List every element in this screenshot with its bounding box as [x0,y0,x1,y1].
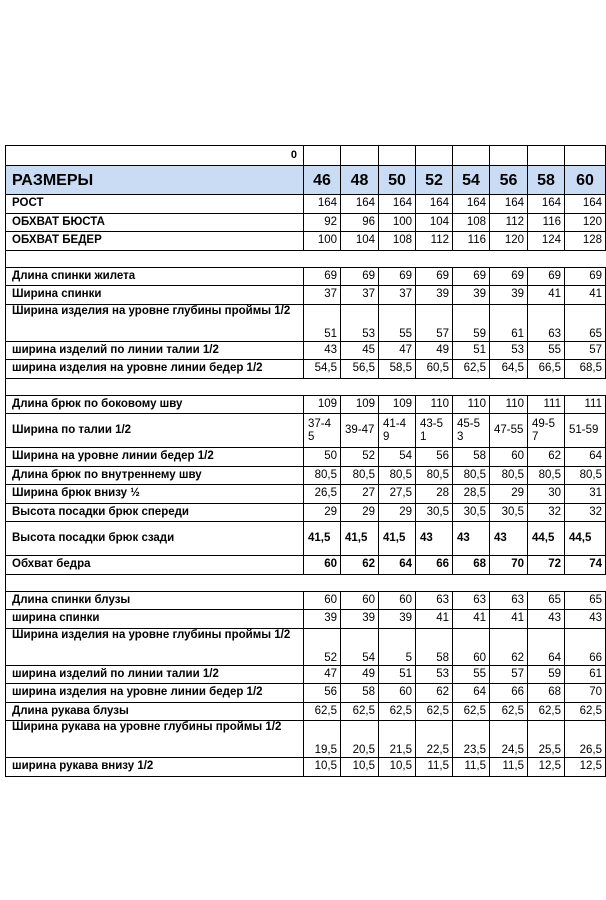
row-label: ширина изделий по линии талии 1/2 [6,341,304,360]
value-cell: 111 [528,395,565,414]
value-cell: 24,5 [490,721,528,758]
value-cell: 21,5 [379,721,416,758]
row-label: ширина спинки [6,610,304,629]
value-cell: 26,5 [304,485,341,504]
value-cell: 27 [341,485,379,504]
value-cell: 62,5 [453,360,490,379]
value-cell: 110 [490,395,528,414]
value-cell: 62 [490,628,528,665]
row-label: ширина изделия на уровне линии бедер 1/2 [6,684,304,703]
value-cell: 53 [416,665,453,684]
value-cell: 63 [453,591,490,610]
value-cell: 164 [304,195,341,214]
value-cell: 110 [453,395,490,414]
value-cell: 164 [565,195,606,214]
table-row [6,286,606,305]
table-row [6,591,606,610]
header-label: РАЗМЕРЫ [6,166,304,195]
value-cell: 19,5 [304,721,341,758]
value-cell: 80,5 [528,466,565,485]
row-label: Ширина изделия на уровне глубины проймы 1/2 [6,628,304,665]
value-cell: 62,5 [341,702,379,721]
row-label: Высота посадки брюк сзади [6,522,304,556]
size-header-cell: 50 [379,166,416,195]
table-row [6,232,606,251]
empty-cell [416,250,453,267]
value-cell: 69 [304,267,341,286]
value-cell: 30,5 [416,503,453,522]
value-cell: 60 [490,448,528,467]
spacer-row [6,378,606,395]
value-cell: 66 [416,556,453,575]
value-cell: 20,5 [341,721,379,758]
value-cell: 120 [490,232,528,251]
value-cell: 110 [416,395,453,414]
value-cell: 58,5 [379,360,416,379]
row-label: РОСТ [6,195,304,214]
value-cell: 116 [453,232,490,251]
empty-cell [565,574,606,591]
empty-cell [490,378,528,395]
value-cell: 43 [453,522,490,556]
table-row [6,485,606,504]
value-cell: 37 [379,286,416,305]
value-cell: 62,5 [490,702,528,721]
empty-cell [379,146,416,166]
value-cell: 43 [528,610,565,629]
value-cell: 104 [416,213,453,232]
value-cell: 43 [565,610,606,629]
value-cell: 43-51 [416,414,453,448]
row-label: ширина изделия на уровне линии бедер 1/2 [6,360,304,379]
value-cell: 22,5 [416,721,453,758]
value-cell: 28,5 [453,485,490,504]
value-cell: 12,5 [565,758,606,777]
empty-cell [341,378,379,395]
value-cell: 56,5 [341,360,379,379]
value-cell: 65 [565,591,606,610]
value-cell: 69 [528,267,565,286]
value-cell: 51 [453,341,490,360]
size-header-cell: 54 [453,166,490,195]
empty-cell [490,250,528,267]
value-cell: 66,5 [528,360,565,379]
value-cell: 111 [565,395,606,414]
value-cell: 59 [453,304,490,341]
empty-cell [6,574,304,591]
table-row [6,448,606,467]
value-cell: 30,5 [453,503,490,522]
value-cell: 54,5 [304,360,341,379]
value-cell: 164 [341,195,379,214]
table-row [6,702,606,721]
size-header-cell: 52 [416,166,453,195]
size-header-cell: 48 [341,166,379,195]
empty-cell [528,146,565,166]
table-row [6,395,606,414]
value-cell: 41 [453,610,490,629]
value-cell: 50 [304,448,341,467]
empty-cell [416,378,453,395]
empty-cell [490,574,528,591]
table-row [6,556,606,575]
table-row [6,665,606,684]
value-cell: 39 [453,286,490,305]
value-cell: 62,5 [528,702,565,721]
value-cell: 64,5 [490,360,528,379]
empty-cell [341,250,379,267]
value-cell: 120 [565,213,606,232]
value-cell: 53 [341,304,379,341]
spacer-row [6,250,606,267]
value-cell: 37 [304,286,341,305]
value-cell: 41,5 [379,522,416,556]
value-cell: 60 [379,684,416,703]
empty-cell [341,574,379,591]
value-cell: 32 [565,503,606,522]
table-row [6,610,606,629]
value-cell: 100 [379,213,416,232]
value-cell: 39 [304,610,341,629]
empty-cell [453,250,490,267]
value-cell: 52 [304,628,341,665]
value-cell: 39-47 [341,414,379,448]
value-cell: 12,5 [528,758,565,777]
value-cell: 39 [416,286,453,305]
value-cell: 60,5 [416,360,453,379]
value-cell: 51 [379,665,416,684]
value-cell: 69 [453,267,490,286]
value-cell: 124 [528,232,565,251]
value-cell: 11,5 [490,758,528,777]
value-cell: 72 [528,556,565,575]
empty-cell [565,250,606,267]
value-cell: 109 [379,395,416,414]
value-cell: 43 [490,522,528,556]
value-cell: 62 [416,684,453,703]
value-cell: 41 [565,286,606,305]
row-label: Ширина рукава на уровне глубины проймы 1/2 [6,721,304,758]
value-cell: 39 [341,610,379,629]
value-cell: 66 [490,684,528,703]
value-cell: 61 [490,304,528,341]
top-row [6,146,606,166]
value-cell: 63 [490,591,528,610]
row-label: Ширина брюк внизу ½ [6,485,304,504]
value-cell: 44,5 [528,522,565,556]
value-cell: 62,5 [379,702,416,721]
empty-cell [304,250,341,267]
value-cell: 54 [379,448,416,467]
value-cell: 70 [565,684,606,703]
value-cell: 80,5 [416,466,453,485]
value-cell: 29 [304,503,341,522]
value-cell: 31 [565,485,606,504]
row-label: Длина спинки жилета [6,267,304,286]
size-chart-table [5,145,606,777]
value-cell: 41-49 [379,414,416,448]
value-cell: 100 [304,232,341,251]
value-cell: 109 [341,395,379,414]
value-cell: 63 [528,304,565,341]
empty-cell [416,574,453,591]
value-cell: 51-59 [565,414,606,448]
value-cell: 49 [341,665,379,684]
value-cell: 80,5 [453,466,490,485]
value-cell: 41,5 [341,522,379,556]
row-label: Ширина изделия на уровне глубины проймы 1/2 [6,304,304,341]
row-label: Длина брюк по боковому шву [6,395,304,414]
value-cell: 32 [528,503,565,522]
value-cell: 92 [304,213,341,232]
value-cell: 10,5 [304,758,341,777]
row-label: ширина рукава внизу 1/2 [6,758,304,777]
row-label: Высота посадки брюк спереди [6,503,304,522]
value-cell: 62,5 [453,702,490,721]
value-cell: 45 [341,341,379,360]
value-cell: 41 [490,610,528,629]
value-cell: 10,5 [341,758,379,777]
value-cell: 104 [341,232,379,251]
value-cell: 55 [379,304,416,341]
value-cell: 61 [565,665,606,684]
top-cell: 0 [6,146,304,166]
value-cell: 64 [528,628,565,665]
table-row [6,360,606,379]
value-cell: 41 [528,286,565,305]
value-cell: 68 [528,684,565,703]
row-label: ширина изделий по линии талии 1/2 [6,665,304,684]
header-row [6,166,606,195]
spacer-row [6,574,606,591]
value-cell: 69 [379,267,416,286]
value-cell: 39 [379,610,416,629]
value-cell: 11,5 [416,758,453,777]
value-cell: 64 [565,448,606,467]
empty-cell [304,574,341,591]
value-cell: 108 [379,232,416,251]
value-cell: 80,5 [490,466,528,485]
value-cell: 65 [528,591,565,610]
value-cell: 28 [416,485,453,504]
value-cell: 74 [565,556,606,575]
value-cell: 49 [416,341,453,360]
value-cell: 29 [379,503,416,522]
empty-cell [453,574,490,591]
table-row [6,213,606,232]
value-cell: 164 [379,195,416,214]
value-cell: 47-55 [490,414,528,448]
table-row [6,304,606,341]
empty-cell [304,378,341,395]
empty-cell [490,146,528,166]
value-cell: 69 [416,267,453,286]
value-cell: 30,5 [490,503,528,522]
value-cell: 11,5 [453,758,490,777]
value-cell: 62,5 [416,702,453,721]
value-cell: 112 [416,232,453,251]
value-cell: 69 [490,267,528,286]
value-cell: 37-45 [304,414,341,448]
value-cell: 60 [341,591,379,610]
value-cell: 128 [565,232,606,251]
value-cell: 58 [341,684,379,703]
empty-cell [565,378,606,395]
value-cell: 25,5 [528,721,565,758]
value-cell: 5 [379,628,416,665]
value-cell: 60 [304,591,341,610]
value-cell: 164 [490,195,528,214]
value-cell: 55 [528,341,565,360]
value-cell: 96 [341,213,379,232]
table-row [6,195,606,214]
value-cell: 45-53 [453,414,490,448]
value-cell: 108 [453,213,490,232]
value-cell: 59 [528,665,565,684]
value-cell: 65 [565,304,606,341]
table-row [6,414,606,448]
value-cell: 57 [490,665,528,684]
value-cell: 58 [453,448,490,467]
row-label: Ширина на уровне линии бедер 1/2 [6,448,304,467]
value-cell: 57 [416,304,453,341]
value-cell: 29 [490,485,528,504]
value-cell: 47 [379,341,416,360]
value-cell: 39 [490,286,528,305]
empty-cell [528,250,565,267]
value-cell: 109 [304,395,341,414]
value-cell: 55 [453,665,490,684]
value-cell: 51 [304,304,341,341]
value-cell: 64 [453,684,490,703]
row-label: Обхват бедра [6,556,304,575]
value-cell: 30 [528,485,565,504]
value-cell: 62 [528,448,565,467]
table-row [6,758,606,777]
row-label: Длина брюк по внутреннему шву [6,466,304,485]
row-label: Ширина спинки [6,286,304,305]
empty-cell [416,146,453,166]
value-cell: 66 [565,628,606,665]
value-cell: 116 [528,213,565,232]
row-label: Длина рукава блузы [6,702,304,721]
value-cell: 43 [416,522,453,556]
value-cell: 62,5 [304,702,341,721]
row-label: Ширина по талии 1/2 [6,414,304,448]
table-row [6,466,606,485]
value-cell: 60 [453,628,490,665]
value-cell: 41,5 [304,522,341,556]
empty-cell [453,146,490,166]
value-cell: 56 [416,448,453,467]
value-cell: 60 [379,591,416,610]
size-header-cell: 46 [304,166,341,195]
value-cell: 63 [416,591,453,610]
value-cell: 29 [341,503,379,522]
value-cell: 80,5 [304,466,341,485]
size-header-cell: 56 [490,166,528,195]
value-cell: 70 [490,556,528,575]
empty-cell [453,378,490,395]
table-row [6,721,606,758]
value-cell: 68 [453,556,490,575]
value-cell: 60 [304,556,341,575]
value-cell: 69 [341,267,379,286]
table-row [6,341,606,360]
empty-cell [6,250,304,267]
value-cell: 69 [565,267,606,286]
value-cell: 44,5 [565,522,606,556]
value-cell: 62 [341,556,379,575]
table-row [6,628,606,665]
empty-cell [528,378,565,395]
empty-cell [6,378,304,395]
value-cell: 49-57 [528,414,565,448]
value-cell: 26,5 [565,721,606,758]
table-row [6,267,606,286]
value-cell: 37 [341,286,379,305]
row-label: ОБХВАТ БЮСТА [6,213,304,232]
empty-cell [528,574,565,591]
value-cell: 53 [490,341,528,360]
value-cell: 164 [453,195,490,214]
value-cell: 80,5 [565,466,606,485]
value-cell: 68,5 [565,360,606,379]
empty-cell [379,250,416,267]
value-cell: 80,5 [341,466,379,485]
value-cell: 58 [416,628,453,665]
size-header-cell: 60 [565,166,606,195]
empty-cell [379,378,416,395]
value-cell: 54 [341,628,379,665]
value-cell: 56 [304,684,341,703]
value-cell: 41 [416,610,453,629]
value-cell: 27,5 [379,485,416,504]
row-label: ОБХВАТ БЕДЕР [6,232,304,251]
value-cell: 10,5 [379,758,416,777]
table-row [6,684,606,703]
value-cell: 43 [304,341,341,360]
empty-cell [304,146,341,166]
value-cell: 164 [416,195,453,214]
empty-cell [565,146,606,166]
size-header-cell: 58 [528,166,565,195]
value-cell: 52 [341,448,379,467]
table-row [6,503,606,522]
value-cell: 64 [379,556,416,575]
value-cell: 23,5 [453,721,490,758]
row-label: Длина спинки блузы [6,591,304,610]
value-cell: 80,5 [379,466,416,485]
value-cell: 112 [490,213,528,232]
value-cell: 57 [565,341,606,360]
value-cell: 62,5 [565,702,606,721]
empty-cell [341,146,379,166]
table-row [6,522,606,556]
value-cell: 47 [304,665,341,684]
empty-cell [379,574,416,591]
value-cell: 164 [528,195,565,214]
